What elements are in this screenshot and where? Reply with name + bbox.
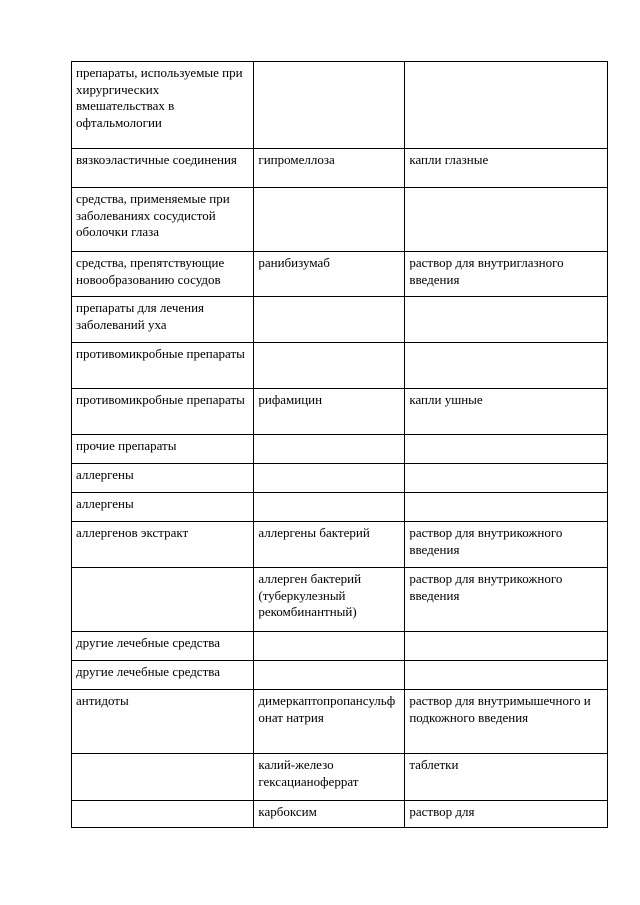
form-cell <box>405 297 608 343</box>
form-cell: раствор для <box>405 801 608 828</box>
substance-cell: гипромеллоза <box>254 149 405 188</box>
group-cell: средства, применяемые при заболеваниях сосудистой оболочки глаза <box>72 188 254 252</box>
table-row <box>72 568 608 632</box>
form-cell: раствор для внутриглазного введения <box>405 252 608 297</box>
group-cell: антидоты <box>72 690 254 754</box>
group-cell: другие лечебные средства <box>72 661 254 690</box>
table-row <box>72 754 608 801</box>
table-row <box>72 149 608 188</box>
group-cell <box>72 568 254 632</box>
substance-cell <box>254 435 405 464</box>
substance-cell <box>254 632 405 661</box>
form-cell: раствор для внутрикожного введения <box>405 522 608 568</box>
form-cell: раствор для внутрикожного введения <box>405 568 608 632</box>
form-cell <box>405 62 608 149</box>
form-cell: капли глазные <box>405 149 608 188</box>
group-cell: препараты для лечения заболеваний уха <box>72 297 254 343</box>
group-cell: вязкоэластичные соединения <box>72 149 254 188</box>
form-cell <box>405 661 608 690</box>
group-cell: аллергенов экстракт <box>72 522 254 568</box>
table-row <box>72 522 608 568</box>
group-cell: прочие препараты <box>72 435 254 464</box>
group-cell: противомикробные препараты <box>72 343 254 389</box>
group-cell: средства, препятствующие новообразованию сосудов <box>72 252 254 297</box>
substance-cell: рифамицин <box>254 389 405 435</box>
drug-list-table <box>71 61 608 828</box>
group-cell: аллергены <box>72 493 254 522</box>
substance-cell: ранибизумаб <box>254 252 405 297</box>
table-row <box>72 632 608 661</box>
table-row <box>72 343 608 389</box>
substance-cell: аллергены бактерий <box>254 522 405 568</box>
substance-cell <box>254 297 405 343</box>
form-cell <box>405 464 608 493</box>
table-row <box>72 801 608 828</box>
table-row <box>72 62 608 149</box>
substance-cell: димеркаптопропансульфонат натрия <box>254 690 405 754</box>
group-cell <box>72 801 254 828</box>
substance-cell <box>254 188 405 252</box>
substance-cell <box>254 343 405 389</box>
form-cell <box>405 343 608 389</box>
form-cell <box>405 493 608 522</box>
group-cell: аллергены <box>72 464 254 493</box>
form-cell <box>405 435 608 464</box>
form-cell <box>405 188 608 252</box>
substance-cell <box>254 493 405 522</box>
group-cell <box>72 754 254 801</box>
table-row <box>72 661 608 690</box>
group-cell: другие лечебные средства <box>72 632 254 661</box>
substance-cell: калий-железо гексацианоферрат <box>254 754 405 801</box>
substance-cell: карбоксим <box>254 801 405 828</box>
table-body <box>72 62 608 828</box>
table-row <box>72 252 608 297</box>
form-cell: таблетки <box>405 754 608 801</box>
form-cell: капли ушные <box>405 389 608 435</box>
group-cell: противомикробные препараты <box>72 389 254 435</box>
table-row <box>72 435 608 464</box>
table-row <box>72 188 608 252</box>
group-cell: препараты, используемые при хирургических вмешательствах в офтальмологии <box>72 62 254 149</box>
substance-cell <box>254 62 405 149</box>
form-cell: раствор для внутримышечного и подкожного введения <box>405 690 608 754</box>
table-row <box>72 297 608 343</box>
substance-cell <box>254 464 405 493</box>
substance-cell: аллерген бактерий (туберкулезный рекомбинантный) <box>254 568 405 632</box>
table-row <box>72 389 608 435</box>
table-row <box>72 690 608 754</box>
form-cell <box>405 632 608 661</box>
substance-cell <box>254 661 405 690</box>
table-row <box>72 464 608 493</box>
table-row <box>72 493 608 522</box>
